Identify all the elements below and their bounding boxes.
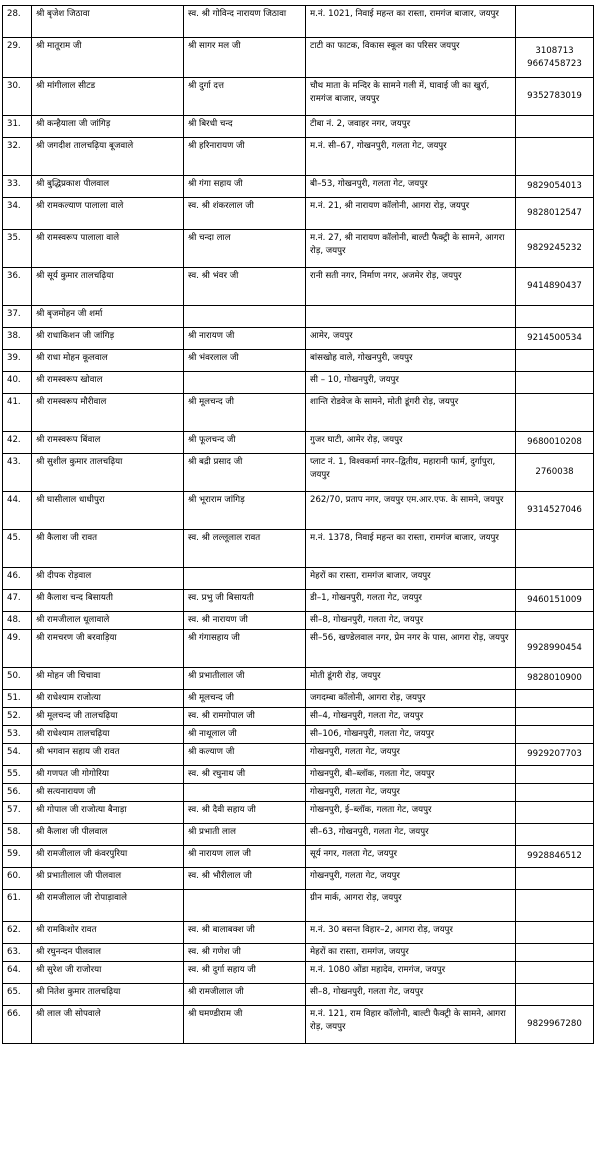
serial-number: 47. [3,590,32,612]
address: गोखनपुरी, बी–ब्लॉक, गलता गेट, जयपुर [306,766,516,784]
serial-number: 46. [3,568,32,590]
table-row [3,744,594,766]
phone-number [516,6,594,38]
father-name [184,306,306,328]
father-name: श्री बिरधी चन्द [184,116,306,138]
father-name: स्व. श्री शंकरलाल जी [184,198,306,230]
serial-number: 36. [3,268,32,306]
phone-number [516,824,594,846]
phone-number [516,568,594,590]
member-name: श्री बुद्धिप्रकाश पीलवाल [32,176,184,198]
address: डी–1, गोखनपुरी, गलता गेट, जयपुर [306,590,516,612]
table-row [3,328,594,350]
member-name: श्री रामस्वरूप पालाला वाले [32,230,184,268]
father-name: श्री मूलचन्द जी [184,690,306,708]
member-name: श्री कैलाश चन्द बिसायती [32,590,184,612]
serial-number: 55. [3,766,32,784]
member-name: श्री गणपत जी गोगोरिया [32,766,184,784]
table-row [3,492,594,530]
member-name: श्री लाल जी सोपवाले [32,1006,184,1044]
phone-number [516,890,594,922]
father-name: श्री चन्दा लाल [184,230,306,268]
father-name: श्री गंगा सहाय जी [184,176,306,198]
father-name [184,890,306,922]
table-row [3,630,594,668]
member-name: श्री मूलचन्द जी तालचढ़िया [32,708,184,726]
phone-number [516,350,594,372]
member-name: श्री रामजीलाल जी कंवरपुरिया [32,846,184,868]
member-name: श्री सुशील कुमार तालचढ़िया [32,454,184,492]
table-row [3,708,594,726]
table-row [3,394,594,432]
serial-number: 59. [3,846,32,868]
address: म.नं. 1021, निवाई महन्त का रास्ता, रामगंज बाजार, जयपुर [306,6,516,38]
serial-number: 45. [3,530,32,568]
member-name: श्री गोपाल जी राजोत्या बैनाड़ा [32,802,184,824]
member-name: श्री मातूराम जी [32,38,184,78]
father-name: स्व. श्री गोविन्द नारायण जिठावा [184,6,306,38]
father-name: श्री नारायण जी [184,328,306,350]
address: म.नं. 1378, निवाई महन्त का रास्ता, रामगंज बाजार, जयपुर [306,530,516,568]
member-name: श्री सत्यनारायण जी [32,784,184,802]
table-row [3,268,594,306]
serial-number: 58. [3,824,32,846]
address: म.नं. 27, श्री नारायण कॉलोनी, बाल्टी फैक्ट्री के सामने, आगरा रोड़, जयपुर [306,230,516,268]
address: गोखनपुरी, गलता गेट, जयपुर [306,744,516,766]
serial-number: 53. [3,726,32,744]
address: सी–63, गोखनपुरी, गलता गेट, जयपुर [306,824,516,846]
phone-number [516,784,594,802]
phone-number [516,306,594,328]
address: मेहरों का रास्ता, रामगंज बाजार, जयपुर [306,568,516,590]
member-name: श्री रामस्वरूप खोवाल [32,372,184,394]
address: मोती डूंगरी रोड़, जयपुर [306,668,516,690]
table-row [3,138,594,176]
serial-number: 28. [3,6,32,38]
phone-number: 2760038 [516,454,594,492]
serial-number: 60. [3,868,32,890]
father-name [184,568,306,590]
table-row [3,306,594,328]
table-row [3,590,594,612]
member-name: श्री मांगीलाल सीटड [32,78,184,116]
address: टाटी का फाटक, विकास स्कूल का परिसर जयपुर [306,38,516,78]
member-name: श्री भगवान सहाय जी रावत [32,744,184,766]
serial-number: 29. [3,38,32,78]
father-name: स्व. श्री भंवर जी [184,268,306,306]
member-name: श्री राधेश्याम राजोत्या [32,690,184,708]
table-row [3,824,594,846]
phone-number: 9829967280 [516,1006,594,1044]
serial-number: 39. [3,350,32,372]
father-name [184,784,306,802]
phone-number [516,138,594,176]
table-row [3,868,594,890]
address: मेहरों का रास्ता, रामगंज, जयपुर [306,944,516,962]
phone-number [516,944,594,962]
phone-number: 9352783019 [516,78,594,116]
father-name: श्री भूराराम जांगिड़ [184,492,306,530]
serial-number: 50. [3,668,32,690]
phone-number [516,868,594,890]
father-name: स्व. श्री दैवी सहाय जी [184,802,306,824]
address: ग्रीन मार्क, आगरा रोड़, जयपुर [306,890,516,922]
phone-number: 3108713 9667458723 [516,38,594,78]
address [306,306,516,328]
address: गोखनपुरी, गलता गेट, जयपुर [306,784,516,802]
phone-number: 9314527046 [516,492,594,530]
member-name: श्री रामचरण जी बरवाड़िया [32,630,184,668]
father-name: श्री प्रभाती लाल [184,824,306,846]
serial-number: 40. [3,372,32,394]
member-directory-table [2,5,594,1044]
member-name: श्री बृजमोहन जी शर्मा [32,306,184,328]
member-name: श्री दीपक रोड़वाल [32,568,184,590]
serial-number: 34. [3,198,32,230]
father-name: श्री प्रभातीलाल जी [184,668,306,690]
table-row [3,530,594,568]
phone-number: 9214500534 [516,328,594,350]
phone-number: 9680010208 [516,432,594,454]
member-name: श्री कैलाश जी पीलवाल [32,824,184,846]
member-name: श्री रामस्वरूप मौरीवाल [32,394,184,432]
table-row [3,668,594,690]
address: सी–8, गोखनपुरी, गलता गेट, जयपुर [306,612,516,630]
serial-number: 66. [3,1006,32,1044]
table-row [3,922,594,944]
table-row [3,568,594,590]
member-name: श्री रामजीलाल धूलावाले [32,612,184,630]
member-name: श्री नितेश कुमार तालचढ़िया [32,984,184,1006]
address: गुजर घाटी, आमेर रोड़, जयपुर [306,432,516,454]
table-row [3,372,594,394]
father-name: स्व. श्री नारायण जी [184,612,306,630]
father-name: स्व. श्री बालाबक्श जी [184,922,306,944]
father-name: स्व. प्रभु जी बिसायती [184,590,306,612]
address: सी–106, गोखनपुरी, गलता गेट, जयपुर [306,726,516,744]
address: सी – 10, गोखनपुरी, जयपुर [306,372,516,394]
member-name: श्री घासीलाल धाधीपुरा [32,492,184,530]
address: सी–8, गोखनपुरी, गलता गेट, जयपुर [306,984,516,1006]
address: म.नं. 21, श्री नारायण कॉलोनी, आगरा रोड़, जयपुर [306,198,516,230]
phone-number: 9460151009 [516,590,594,612]
table-row [3,350,594,372]
member-name: श्री मोहन जी चिचावा [32,668,184,690]
member-name: श्री राधाकिशन जी जांगिड़ [32,328,184,350]
address: म.नं. 1080 ओंडा महादेव, रामगंज, जयपुर [306,962,516,984]
serial-number: 38. [3,328,32,350]
father-name [184,372,306,394]
father-name: श्री नाथूलाल जी [184,726,306,744]
address: चौथ माता के मन्दिर के सामने गली में, घावाई जी का खुर्रा, रामगंज बाजार, जयपुर [306,78,516,116]
table-row [3,962,594,984]
member-name: श्री राधेश्याम तालचढ़िया [32,726,184,744]
father-name: स्व. श्री दुर्गा सहाय जी [184,962,306,984]
member-name: श्री बृजेश जिठावा [32,6,184,38]
phone-number: 9828012547 [516,198,594,230]
father-name: श्री बद्री प्रसाद जी [184,454,306,492]
member-name: श्री कन्हैयाला जी जांगिड़ [32,116,184,138]
serial-number: 32. [3,138,32,176]
address: म.नं. 121, राम विहार कॉलोनी, बाल्टी फैक्ट्री के सामने, आगरा रोड़, जयपुर [306,1006,516,1044]
serial-number: 52. [3,708,32,726]
serial-number: 49. [3,630,32,668]
table-row [3,176,594,198]
table-row [3,802,594,824]
phone-number [516,766,594,784]
member-name: श्री रामजीलाल जी रोपाड़ावाले [32,890,184,922]
serial-number: 63. [3,944,32,962]
father-name: स्व. श्री गणेश जी [184,944,306,962]
table-row [3,726,594,744]
father-name: श्री सागर मल जी [184,38,306,78]
phone-number [516,922,594,944]
address: जगदम्बा कॉलोनी, आगरा रोड़, जयपुर [306,690,516,708]
serial-number: 62. [3,922,32,944]
phone-number [516,394,594,432]
phone-number: 9414890437 [516,268,594,306]
member-name: श्री रामकल्याण पालाला वाले [32,198,184,230]
table-body [3,6,594,1044]
table-row [3,454,594,492]
father-name: श्री दुर्गा दत्त [184,78,306,116]
table-row [3,890,594,922]
address: टीबा नं. 2, जवाहर नगर, जयपुर [306,116,516,138]
father-name: श्री फूलचन्द जी [184,432,306,454]
serial-number: 64. [3,962,32,984]
phone-number [516,116,594,138]
serial-number: 30. [3,78,32,116]
table-row [3,784,594,802]
table-row [3,230,594,268]
serial-number: 42. [3,432,32,454]
serial-number: 33. [3,176,32,198]
member-name: श्री रामस्वरूप बिंवाल [32,432,184,454]
member-name: श्री रामकिशोर रावत [32,922,184,944]
serial-number: 44. [3,492,32,530]
table-row [3,766,594,784]
serial-number: 54. [3,744,32,766]
phone-number [516,802,594,824]
address: बी–53, गोखनपुरी, गलता गेट, जयपुर [306,176,516,198]
father-name: श्री घमण्डीराम जी [184,1006,306,1044]
phone-number: 9928846512 [516,846,594,868]
serial-number: 65. [3,984,32,1006]
phone-number [516,984,594,1006]
father-name: श्री हरिनारायण जी [184,138,306,176]
phone-number [516,690,594,708]
phone-number [516,530,594,568]
table-row [3,78,594,116]
table-row [3,1006,594,1044]
address: म.नं. 30 बसन्त विहार–2, आगरा रोड़, जयपुर [306,922,516,944]
address: शान्ति रोडवेज के सामने, मोती डूंगरी रोड़, जयपुर [306,394,516,432]
serial-number: 56. [3,784,32,802]
address: सी–4, गोखनपुरी, गलता गेट, जयपुर [306,708,516,726]
phone-number [516,726,594,744]
address: म.नं. सी–67, गोखनपुरी, गलता गेट, जयपुर [306,138,516,176]
member-name: श्री सूर्य कुमार तालचढ़िया [32,268,184,306]
address: 262/70, प्रताप नगर, जयपुर एम.आर.एफ. के सामने, जयपुर [306,492,516,530]
table-row [3,944,594,962]
serial-number: 35. [3,230,32,268]
member-name: श्री जगदीश तालचढ़िया बूजवाले [32,138,184,176]
father-name: स्व. श्री भौरीलाल जी [184,868,306,890]
table-row [3,6,594,38]
phone-number [516,372,594,394]
father-name: श्री रामजीलाल जी [184,984,306,1006]
member-name: श्री राधा मोहन कूलवाल [32,350,184,372]
serial-number: 31. [3,116,32,138]
member-name: श्री कैलाश जी रावत [32,530,184,568]
address: गोखनपुरी, गलता गेट, जयपुर [306,868,516,890]
serial-number: 37. [3,306,32,328]
phone-number: 9829054013 [516,176,594,198]
phone-number [516,708,594,726]
father-name: श्री नारायण लाल जी [184,846,306,868]
member-name: श्री सुरेश जी राजोरया [32,962,184,984]
serial-number: 43. [3,454,32,492]
father-name: श्री गंगासहाय जी [184,630,306,668]
serial-number: 51. [3,690,32,708]
table-row [3,612,594,630]
phone-number [516,962,594,984]
phone-number: 9928990454 [516,630,594,668]
father-name: श्री कल्याण जी [184,744,306,766]
member-name: श्री प्रभातीलाल जी पीलवाल [32,868,184,890]
phone-number [516,612,594,630]
table-row [3,690,594,708]
phone-number: 9829245232 [516,230,594,268]
phone-number: 9828010900 [516,668,594,690]
serial-number: 48. [3,612,32,630]
address: गोखनपुरी, ई–ब्लॉक, गलता गेट, जयपुर [306,802,516,824]
address: रानी सती नगर, निर्माण नगर, अजमेर रोड़, जयपुर [306,268,516,306]
address: सूर्य नगर, गलता गेट, जयपुर [306,846,516,868]
table-row [3,116,594,138]
father-name: स्व. श्री लल्लूलाल रावत [184,530,306,568]
address: प्लाट नं. 1, विश्वकर्मा नगर–द्वितीय, महारानी फार्म, दुर्गापुरा, जयपुर [306,454,516,492]
table-row [3,432,594,454]
member-name: श्री रघुनन्दन पीलवाल [32,944,184,962]
address: सी–56, खण्डेलवाल नगर, प्रेम नगर के पास, आगरा रोड़, जयपुर [306,630,516,668]
father-name: स्व. श्री रामगोपाल जी [184,708,306,726]
address: बांसखोह वाले, गोखनपुरी, जयपुर [306,350,516,372]
serial-number: 41. [3,394,32,432]
table-row [3,846,594,868]
phone-number: 9929207703 [516,744,594,766]
serial-number: 61. [3,890,32,922]
table-row [3,984,594,1006]
table-row [3,198,594,230]
father-name: श्री मूलचन्द जी [184,394,306,432]
table-row [3,38,594,78]
address: आमेर, जयपुर [306,328,516,350]
father-name: स्व. श्री रघुनाथ जी [184,766,306,784]
father-name: श्री भंवरलाल जी [184,350,306,372]
serial-number: 57. [3,802,32,824]
